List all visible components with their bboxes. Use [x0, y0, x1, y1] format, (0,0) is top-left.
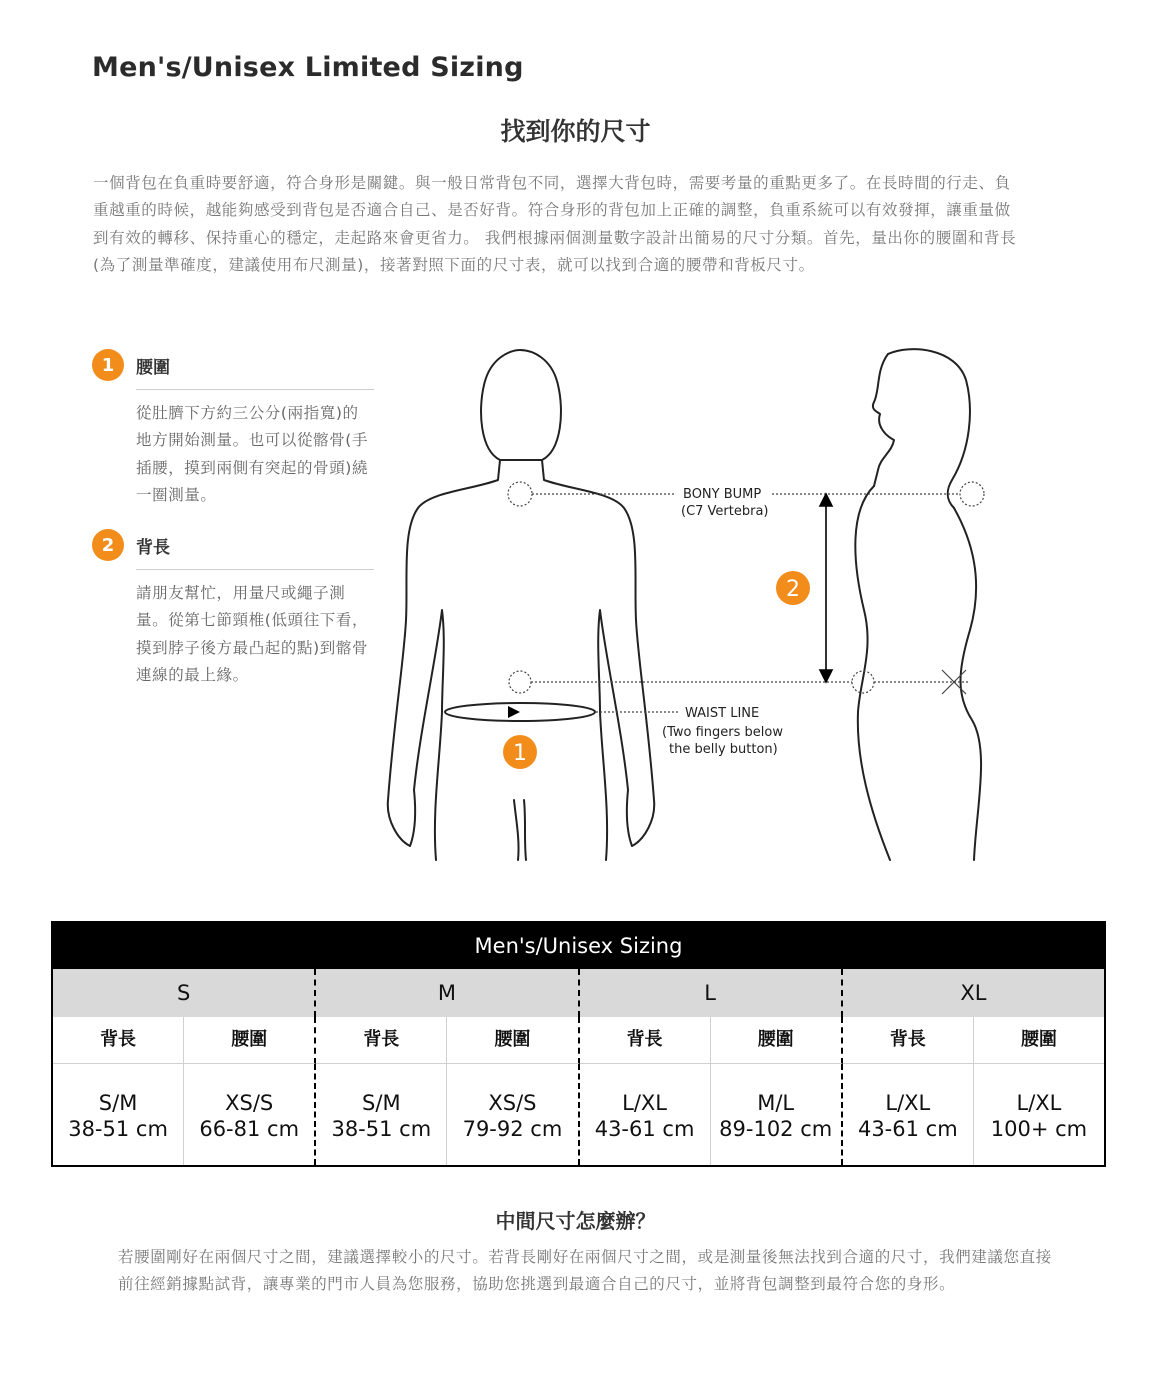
faq-paragraph: 若腰圍剛好在兩個尺寸之間，建議選擇較小的尺寸。若背長剛好在兩個尺寸之間，或是測量後無法找到合適的尺寸，我們建議您直接前往經銷據點試背，讓專業的門市人員為您服務，協助您挑選到最適合自己的尺寸，並將背包調整到最符合您的身形。	[118, 1248, 1052, 1294]
size-m-header: M	[316, 969, 579, 1017]
page-title: Men's/Unisex Limited Sizing	[92, 52, 524, 83]
size-l-header: L	[580, 969, 843, 1017]
waist-line-label: WAIST LINE	[685, 706, 760, 721]
intro-paragraph: 一個背包在負重時要舒適，符合身形是關鍵。與一般日常背包不同，選擇大背包時，需要考量的重點更多了。在長時間的行走、負重越重的時候，越能夠感受到背包是否適合自己、是否好背。符合身形的背包加上正確的調整，負重系統可以有效發揮，讓重量做到有效的轉移、保持重心的穩定，走起路來會更省力。 我們根據兩個測量數字設計出簡易的尺寸分類。首先，量出你的腰圍和背長(為了測量準確度，建議使用布尺測量)，接著對照下面的尺寸表，就可以找到合適的腰帶和背板尺寸。	[93, 174, 1017, 274]
marker-2-label: 2	[786, 577, 800, 602]
step-title: 背長	[136, 537, 170, 558]
size-s-header: S	[53, 969, 316, 1017]
waist-note-1: (Two fingers below	[662, 725, 783, 740]
table-cell: S/M 38-51 cm	[316, 1064, 447, 1165]
table-cell: L/XL 43-61 cm	[580, 1064, 711, 1165]
table-cell: XS/S 79-92 cm	[447, 1064, 579, 1165]
faq-title: 中間尺寸怎麼辦？	[495, 1209, 656, 1233]
size-xl-header: XL	[960, 981, 987, 1005]
c7-marker-side	[960, 482, 984, 506]
column-header-row	[53, 1017, 1104, 1064]
divider	[136, 569, 374, 570]
c7-vertebra-label: (C7 Vertebra)	[681, 504, 769, 519]
col-header-waist: 腰圍	[447, 1017, 579, 1064]
col-header-waist: 腰圍	[974, 1017, 1104, 1064]
table-cell: XS/S 66-81 cm	[184, 1064, 316, 1165]
step-number-badge: 2	[92, 529, 124, 561]
section-subtitle: 找到你的尺寸	[500, 117, 651, 146]
side-figure-head	[888, 349, 970, 508]
waist-marker-front	[509, 671, 531, 693]
col-header-back: 背長	[580, 1017, 711, 1064]
step-number-badge: 1	[92, 349, 124, 381]
step-back-length	[92, 529, 374, 689]
step-waist	[92, 349, 374, 509]
waist-direction-arrow	[508, 706, 520, 718]
size-table	[51, 921, 1106, 1167]
waist-note-2: the belly button)	[669, 742, 778, 757]
col-header-waist: 腰圍	[711, 1017, 843, 1064]
step-description: 請朋友幫忙，用量尺或繩子測量。從第七節頸椎(低頭往下看，摸到脖子後方最凸起的點)到髂骨連線的最上緣。	[136, 584, 369, 684]
side-figure-face	[873, 354, 894, 486]
bony-bump-label: BONY BUMP	[683, 487, 762, 502]
table-cell: L/XL 100+ cm	[990, 1091, 1088, 1141]
col-header-back: 背長	[316, 1017, 447, 1064]
table-cell: M/L 89-102 cm	[711, 1064, 843, 1165]
body-measurement-illustration	[380, 340, 1000, 865]
col-header-waist: 腰圍	[184, 1017, 316, 1064]
arrow-head-bottom	[820, 670, 832, 682]
front-figure-legs	[514, 800, 526, 860]
col-header-back: 背長	[53, 1017, 184, 1064]
arrow-head-top	[820, 494, 832, 506]
step-description: 從肚臍下方約三公分(兩指寬)的地方開始測量。也可以從髂骨(手插腰，摸到兩側有突起的骨頭)繞一圈測量。	[136, 404, 369, 504]
table-row	[53, 1064, 1104, 1165]
table-cell: S/M 38-51 cm	[53, 1064, 184, 1165]
marker-1-label: 1	[513, 741, 527, 766]
front-figure-outline	[388, 460, 654, 860]
col-header-back: 背長	[843, 1017, 974, 1064]
size-header-row	[53, 969, 1104, 1017]
c7-marker-front	[508, 482, 532, 506]
table-title: Men's/Unisex Sizing	[53, 923, 1104, 969]
divider	[136, 389, 374, 390]
step-title: 腰圍	[136, 357, 170, 378]
front-figure-head	[481, 350, 561, 460]
table-cell: L/XL 43-61 cm	[843, 1064, 974, 1165]
